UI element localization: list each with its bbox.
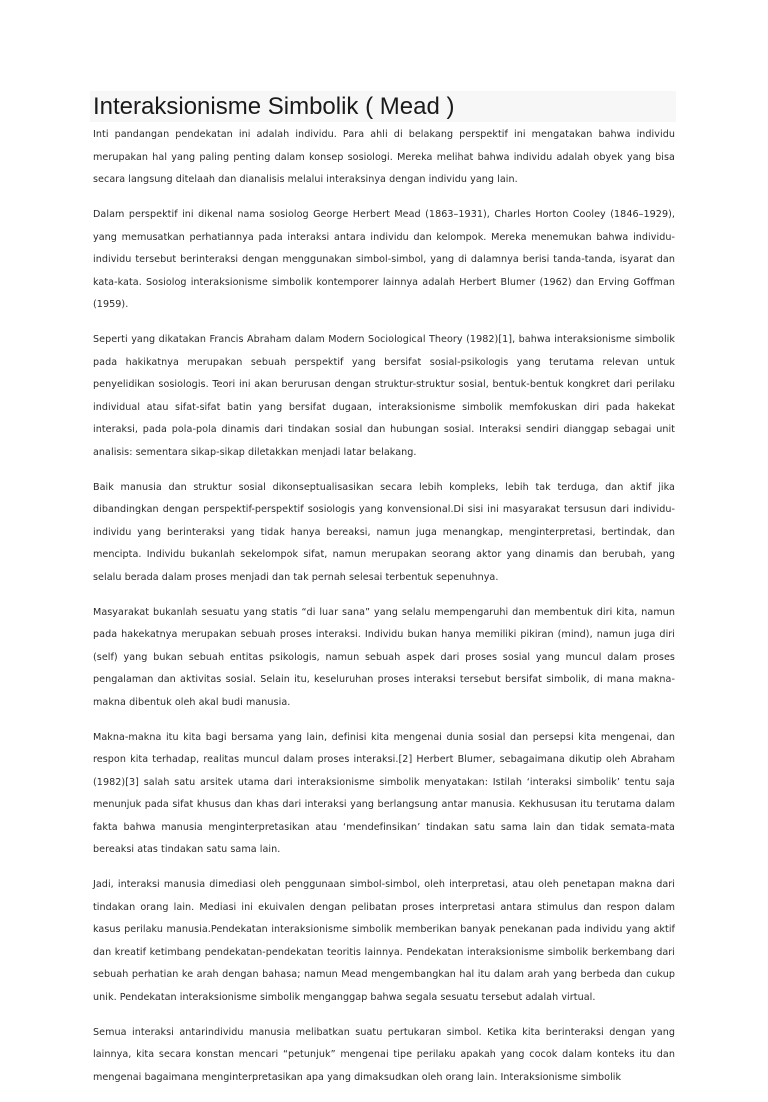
paragraph-3: Seperti yang dikatakan Francis Abraham dalam Modern Sociological Theory (1982)[1], bahwa interaksionisme simbolik pada hakikatnya merupakan sebuah perspektif yang bersifat sosial-psikologis yang terutama relevan untuk penyelidikan sosiologis. Teori ini akan berurusan dengan struktur-struktur sosial, bentuk-bentuk kongkret dari perilaku individual atau sifat-sifat batin yang bersifat dugaan, interaksionisme simbolik memfokuskan diri pada hakekat interaksi, pada pola-pola dinamis dari tindakan sosial dan hubungan sosial. Interaksi sendiri dianggap sebagai unit analisis: sementara sikap-sikap diletakkan menjadi latar belakang. [93,334,675,458]
paragraph-4: Baik manusia dan struktur sosial dikonseptualisasikan secara lebih kompleks, lebih tak terduga, dan aktif jika dibandingkan dengan perspektif-perspektif sosiologis yang konvensional.Di sisi ini masyarakat tersusun dari individu-individu yang berinteraksi yang tidak hanya bereaksi, namun juga menangkap, menginterpretasi, bertindak, dan mencipta. Individu bukanlah sekelompok sifat, namun merupakan seorang aktor yang dinamis dan berubah, yang selalu berada dalam proses menjadi dan tak pernah selesai terbentuk sepenuhnya. [93,481,675,583]
paragraph-6: Makna-makna itu kita bagi bersama yang lain, definisi kita mengenai dunia sosial dan persepsi kita mengenai, dan respon kita terhadap, realitas muncul dalam proses interaksi.[2] Herbert Blumer, sebagaimana dikutip oleh Abraham (1982)[3] salah satu arsitek utama dari interaksionisme simbolik menyatakan: Istilah ‘interaksi simbolik’ tentu saja menunjuk pada sifat khusus dan khas dari interaksi yang berlangsung antar manusia. Kekhususan itu terutama dalam fakta bahwa manusia menginterpretasikan atau ‘mendefinsikan’ tindakan satu sama lain dan tidak semata-mata bereaksi atas tindakan satu sama lain. [93,731,675,855]
paragraph-7: Jadi, interaksi manusia dimediasi oleh penggunaan simbol-simbol, oleh interpretasi, atau oleh penetapan makna dari tindakan orang lain. Mediasi ini ekuivalen dengan pelibatan proses interpretasi antara stimulus dan respon dalam kasus perilaku manusia.Pendekatan interaksionisme simbolik memberikan banyak penekanan pada individu yang aktif dan kreatif ketimbang pendekatan-pendekatan teoritis lainnya. Pendekatan interaksionisme simbolik berkembang dari sebuah perhatian ke arah dengan bahasa; namun Mead mengembangkan hal itu dalam arah yang berbeda dan cukup unik. Pendekatan interaksionisme simbolik menganggap bahwa segala sesuatu tersebut adalah virtual. [93,879,675,1003]
paragraph-2: Dalam perspektif ini dikenal nama sosiolog George Herbert Mead (1863–1931), Charles Horton Cooley (1846–1929), yang memusatkan perhatiannya pada interaksi antara individu dan kelompok. Mereka menemukan bahwa individu-individu tersebut berinteraksi dengan menggunakan simbol-simbol, yang di dalamnya berisi tanda-tanda, isyarat dan kata-kata. Sosiolog interaksionisme simbolik kontemporer lainnya adalah Herbert Blumer (1962) dan Erving Goffman (1959). [93,209,675,310]
paragraph-1: Inti pandangan pendekatan ini adalah individu. Para ahli di belakang perspektif ini mengatakan bahwa individu merupakan hal yang paling penting dalam konsep sosiologi. Mereka melihat bahwa individu adalah obyek yang bisa secara langsung ditelaah dan dianalisis melalui interaksinya dengan individu yang lain. [93,129,675,185]
paragraph-8: Semua interaksi antarindividu manusia melibatkan suatu pertukaran simbol. Ketika kita berinteraksi dengan yang lainnya, kita secara konstan mencari “petunjuk” mengenai tipe perilaku apakah yang cocok dalam konteks itu dan mengenai bagaimana menginterpretasikan apa yang dimaksudkan oleh orang lain. Interaksionisme simbolik [93,1026,675,1083]
document-title: Interaksionisme Simbolik ( Mead ) [90,91,676,122]
paragraph-5: Masyarakat bukanlah sesuatu yang statis “di luar sana” yang selalu mempengaruhi dan membentuk diri kita, namun pada hakekatnya merupakan sebuah proses interaksi. Individu bukan hanya memiliki pikiran (mind), namun juga diri (self) yang bukan sebuah entitas psikologis, namun sebuah aspek dari proses sosial yang muncul dalam proses pengalaman dan aktivitas sosial. Selain itu, keseluruhan proses interaksi tersebut bersifat simbolik, di mana makna-makna dibentuk oleh akal budi manusia. [93,606,675,708]
document-body [93,124,675,1102]
